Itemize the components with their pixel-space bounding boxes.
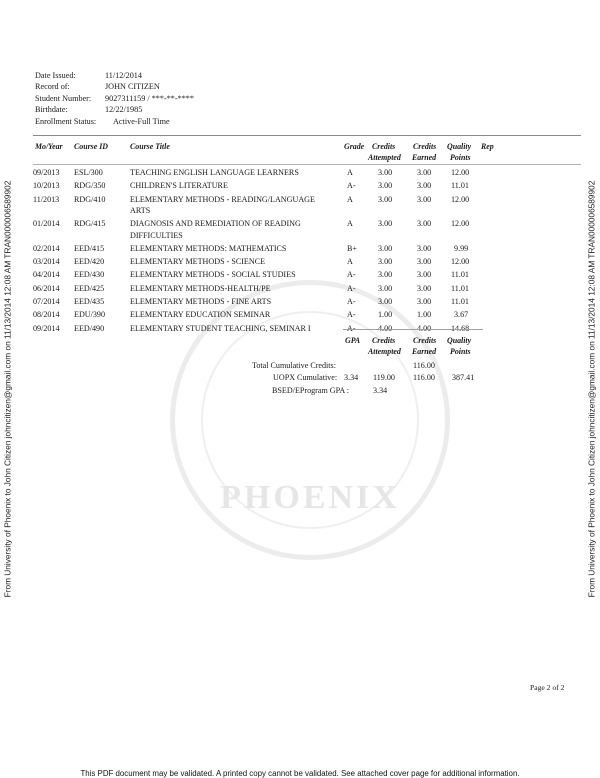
- cell-credits-attempted: 3.00: [378, 168, 393, 177]
- cell-credits-attempted: 3.00: [378, 257, 393, 267]
- cell-grade: A-: [347, 181, 356, 191]
- info-label: Student Number:: [35, 93, 92, 103]
- cell-course-title: ELEMENTARY METHODS - SOCIAL STUDIES: [130, 270, 296, 280]
- uopx-cumulative-points: 387.41: [452, 373, 475, 382]
- cell-grade: A: [347, 219, 353, 229]
- header-divider: [33, 135, 581, 136]
- table-row: [0, 218, 600, 243]
- cell-credits-attempted: 3.00: [378, 283, 393, 293]
- cell-quality-points: 11.01: [451, 181, 469, 191]
- cell-course-id: RDG/410: [74, 194, 106, 204]
- cell-quality-points: 11.01: [451, 270, 469, 280]
- info-row-date-issued: [35, 70, 194, 81]
- col-quality-points-sub: Points: [450, 347, 471, 356]
- col-rep: Rep: [481, 142, 494, 151]
- info-row-record-of: [35, 81, 194, 92]
- course-title-line: ARTS: [130, 206, 151, 216]
- cell-credits-attempted: 3.00: [378, 296, 393, 306]
- info-row-birthdate: [35, 104, 194, 115]
- cell-course-id: EED/425: [74, 283, 105, 293]
- cell-moyear: 07/2014: [33, 296, 60, 306]
- cell-course-title: ELEMENTARY STUDENT TEACHING, SEMINAR I: [130, 323, 311, 333]
- summary-divider: [343, 329, 483, 330]
- table-row: [0, 309, 600, 322]
- info-label: Date Issued:: [35, 71, 76, 80]
- col-moyear: Mo/Year: [35, 142, 63, 151]
- course-title-line: DIAGNOSIS AND REMEDIATION OF READING: [130, 219, 301, 229]
- info-value: JOHN CITIZEN: [105, 82, 160, 92]
- cell-course-id: ESL/300: [74, 168, 103, 177]
- table-header-divider: [33, 164, 581, 165]
- cell-credits-earned: 3.00: [417, 283, 432, 293]
- delivery-stamp-text: From University of Phoenix to John Citizen johncitizen@gmail.com on 11/13/2014 12:08 AM TRAN000006589902: [586, 180, 596, 597]
- cell-course-id: RDG/415: [74, 219, 106, 229]
- left-margin-stamp: [0, 0, 14, 777]
- info-value: 12/22/1985: [105, 105, 143, 115]
- cell-credits-earned: 3.00: [417, 257, 432, 267]
- cell-course-title: TEACHING ENGLISH LANGUAGE LEARNERS: [130, 168, 299, 177]
- cell-grade: A-: [347, 310, 356, 320]
- cell-grade: A-: [347, 296, 356, 306]
- cell-moyear: 03/2014: [33, 257, 60, 267]
- col-credits-earned: Credits: [413, 336, 437, 345]
- cell-course-title: ELEMENTARY METHODS - FINE ARTS: [130, 296, 272, 306]
- table-row: [0, 283, 600, 296]
- cell-grade: A-: [347, 270, 356, 280]
- col-quality-points-sub: Points: [450, 153, 471, 162]
- cell-course-id: EED/435: [74, 296, 105, 306]
- cell-course-id: EED/490: [74, 323, 105, 333]
- cell-credits-attempted: 1.00: [378, 310, 393, 320]
- table-row: [0, 180, 600, 193]
- col-credits-attempted: Credits: [372, 336, 396, 345]
- table-row: [0, 296, 600, 309]
- cell-grade: A: [347, 194, 353, 204]
- validation-footer: This PDF document may be validated. A printed copy cannot be validated. See attached cover page for additional information.: [80, 769, 520, 778]
- cell-credits-earned: 3.00: [417, 219, 432, 229]
- course-title-line: DIFFICULTIES: [130, 230, 183, 240]
- cell-credits-earned: 3.00: [417, 270, 432, 280]
- uopx-cumulative-earned: 116.00: [413, 373, 435, 382]
- col-credits-attempted: Credits: [372, 142, 396, 151]
- info-value: 9027311159 / ***-**-****: [105, 93, 194, 103]
- cell-credits-earned: 3.00: [417, 181, 432, 191]
- uopx-cumulative-gpa: 3.34: [344, 373, 359, 382]
- cell-quality-points: 9.99: [454, 243, 469, 253]
- cell-quality-points: 12.00: [451, 194, 470, 204]
- cell-moyear: 09/2014: [33, 323, 60, 333]
- col-grade: Grade: [344, 142, 365, 151]
- course-title-line: ELEMENTARY METHODS - READING/LANGUAGE: [130, 194, 315, 204]
- table-row: [0, 323, 600, 336]
- program-gpa-label: BSED/EProgram GPA :: [272, 386, 350, 395]
- seal-wordmark: PHOENIX: [220, 479, 400, 516]
- table-row: [0, 256, 600, 269]
- cell-moyear: 10/2013: [33, 181, 60, 191]
- info-label: Birthdate:: [35, 105, 68, 115]
- table-row: [0, 269, 600, 282]
- cell-credits-attempted: 3.00: [378, 181, 393, 191]
- cell-course-title: CHILDREN'S LITERATURE: [130, 181, 228, 191]
- cell-grade: A-: [347, 283, 356, 293]
- col-credits-attempted-sub: Attempted: [368, 347, 401, 356]
- cell-credits-earned: 3.00: [417, 168, 432, 177]
- cell-moyear: 02/2014: [33, 243, 60, 253]
- cell-course-id: EED/420: [74, 257, 105, 267]
- student-info-block: [35, 70, 194, 127]
- cell-quality-points: 3.67: [454, 310, 469, 320]
- cell-credits-earned: 3.00: [417, 243, 432, 253]
- cell-credits-earned: 1.00: [417, 310, 432, 320]
- col-course-id: Course ID: [74, 142, 108, 151]
- info-row-student-number: [35, 93, 194, 104]
- cell-credits-attempted: 3.00: [378, 270, 393, 280]
- cell-credits-attempted: 3.00: [378, 243, 393, 253]
- info-label: Enrollment Status:: [35, 116, 97, 126]
- cell-course-id: EDU/390: [74, 310, 106, 320]
- info-value: 11/12/2014: [105, 71, 142, 80]
- cell-course-title: ELEMENTARY METHODS - SCIENCE: [130, 257, 266, 267]
- cell-quality-points: 11.01: [451, 296, 469, 306]
- total-cumulative-earned: 116.00: [413, 361, 435, 370]
- col-course-title: Course Title: [130, 142, 170, 151]
- cell-moyear: 01/2014: [33, 219, 60, 229]
- page-number: Page 2 of 2: [530, 683, 565, 692]
- table-row: [0, 167, 600, 180]
- cell-moyear: 04/2014: [33, 270, 60, 280]
- info-label: Record of:: [35, 82, 70, 92]
- cell-course-title: [130, 194, 340, 217]
- cell-credits-attempted: 3.00: [378, 219, 393, 229]
- cell-quality-points: 11.01: [451, 283, 469, 293]
- table-row: [0, 194, 600, 219]
- program-gpa-value: 3.34: [373, 386, 388, 395]
- cell-course-title: [130, 218, 340, 241]
- cell-moyear: 09/2013: [33, 168, 60, 177]
- cell-credits-earned: 3.00: [417, 194, 432, 204]
- cell-moyear: 11/2013: [33, 194, 60, 204]
- cell-quality-points: 12.00: [451, 257, 470, 267]
- course-list: [0, 167, 600, 336]
- delivery-stamp-text: From University of Phoenix to John Citizen johncitizen@gmail.com on 11/13/2014 12:08 AM TRAN000006589902: [2, 180, 12, 597]
- col-credits-earned-sub: Earned: [412, 347, 437, 356]
- cell-quality-points: 12.00: [451, 219, 470, 229]
- cell-grade: A: [347, 257, 353, 267]
- col-gpa: GPA: [345, 336, 361, 345]
- cell-moyear: 08/2014: [33, 310, 60, 320]
- info-row-enrollment-status: [35, 116, 194, 127]
- col-credits-earned: Credits: [413, 142, 437, 151]
- col-quality-points: Quality: [447, 336, 472, 345]
- uopx-cumulative-label: UOPX Cumulative:: [273, 373, 338, 382]
- cell-quality-points: 12.00: [451, 168, 470, 177]
- col-credits-earned-sub: Earned: [412, 153, 437, 162]
- total-cumulative-label: Total Cumulative Credits:: [252, 361, 336, 370]
- col-quality-points: Quality: [447, 142, 472, 151]
- cell-course-title: ELEMENTARY EDUCATION SEMINAR: [130, 310, 271, 320]
- right-margin-stamp: [584, 0, 598, 777]
- cell-credits-earned: 3.00: [417, 296, 432, 306]
- col-credits-attempted-sub: Attempted: [368, 153, 401, 162]
- cell-course-id: RDG/350: [74, 181, 106, 191]
- cell-course-title: ELEMENTARY METHODS-HEALTH/PE: [130, 283, 271, 293]
- cell-course-id: EED/430: [74, 270, 105, 280]
- cell-credits-attempted: 3.00: [378, 194, 393, 204]
- cell-moyear: 06/2014: [33, 283, 60, 293]
- table-row: [0, 243, 600, 256]
- cell-course-id: EED/415: [74, 243, 105, 253]
- info-value: Active-Full Time: [113, 116, 170, 126]
- uopx-cumulative-attempted: 119.00: [373, 373, 395, 382]
- cell-course-title: ELEMENTARY METHODS: MATHEMATICS: [130, 243, 287, 253]
- cell-grade: B+: [347, 243, 357, 253]
- cell-grade: A: [347, 168, 353, 177]
